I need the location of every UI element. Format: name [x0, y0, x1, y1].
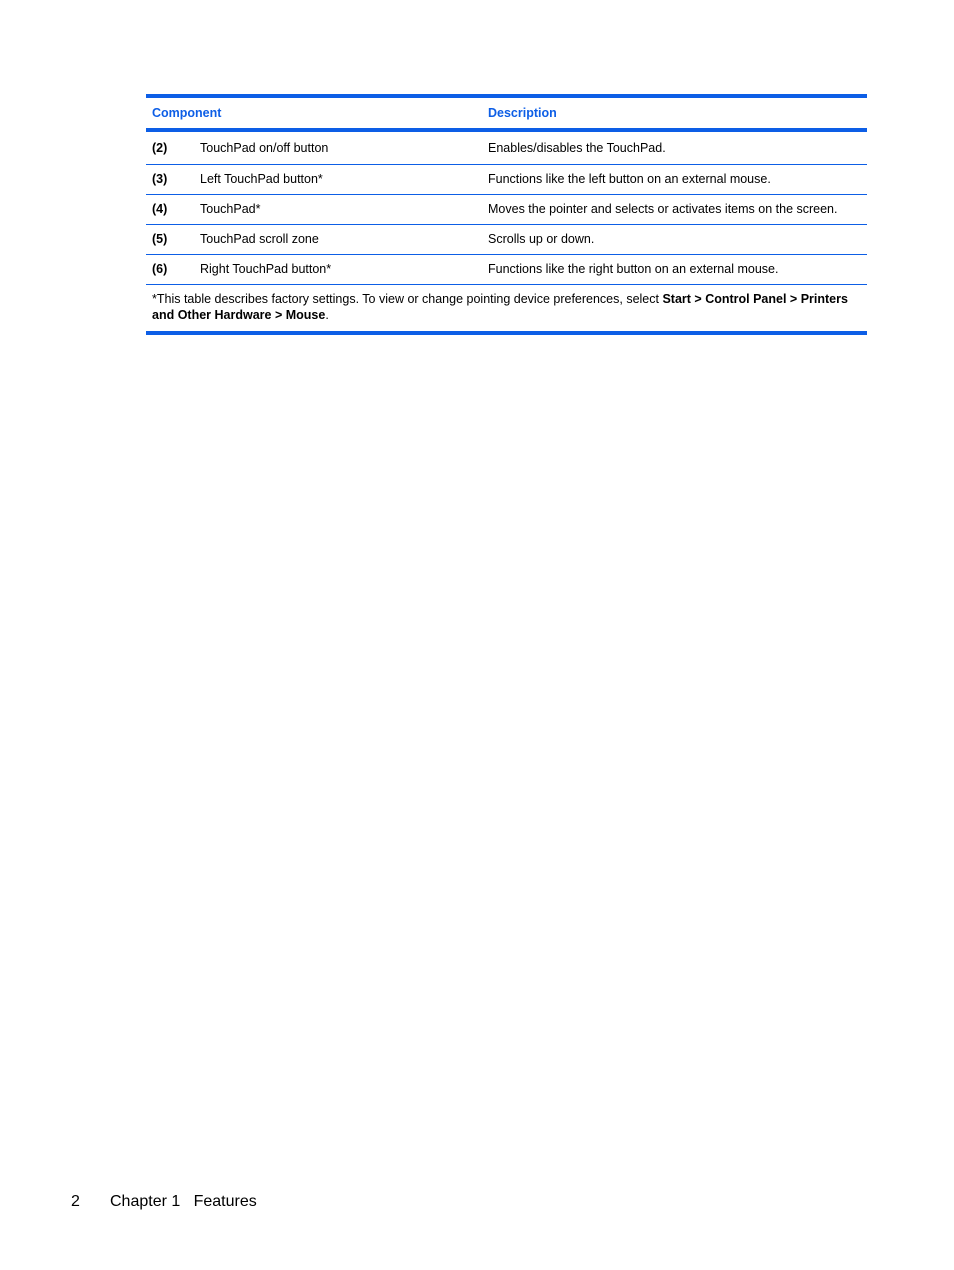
row-description: Functions like the right button on an external mouse.	[488, 262, 779, 276]
row-component-name: Left TouchPad button*	[200, 172, 323, 186]
table-bottom-rule	[146, 331, 867, 335]
row-description: Moves the pointer and selects or activates items on the screen.	[488, 202, 838, 216]
table-footnote	[146, 285, 867, 331]
component-table	[146, 94, 867, 335]
table-row	[146, 225, 867, 255]
table-row	[146, 255, 867, 285]
row-component-name: TouchPad on/off button	[200, 141, 329, 155]
row-number: (3)	[152, 172, 168, 186]
row-number: (2)	[152, 141, 168, 155]
footnote-text: *This table describes factory settings. To view or change pointing device preferences, select	[152, 292, 663, 306]
row-component-name: TouchPad*	[200, 202, 261, 216]
row-number: (6)	[152, 262, 168, 276]
table-row	[146, 165, 867, 195]
header-description: Description	[488, 106, 557, 120]
table-row	[146, 195, 867, 225]
row-component-name: Right TouchPad button*	[200, 262, 332, 276]
page-footer	[71, 1191, 257, 1213]
chapter-label: Chapter 1 Features	[110, 1193, 257, 1210]
table-header-row	[146, 98, 867, 132]
page-number: 2	[71, 1193, 80, 1210]
row-number: (5)	[152, 232, 168, 246]
row-component-name: TouchPad scroll zone	[200, 232, 319, 246]
row-description: Enables/disables the TouchPad.	[488, 141, 666, 155]
row-description: Functions like the left button on an external mouse.	[488, 172, 771, 186]
row-number: (4)	[152, 202, 168, 216]
footnote-period: .	[325, 308, 329, 322]
row-description: Scrolls up or down.	[488, 232, 595, 246]
header-component: Component	[146, 98, 482, 128]
table-row	[146, 132, 867, 165]
footnote-menu-path: Start > Control Panel > Printers and Other Hardware > Mouse	[152, 292, 848, 322]
